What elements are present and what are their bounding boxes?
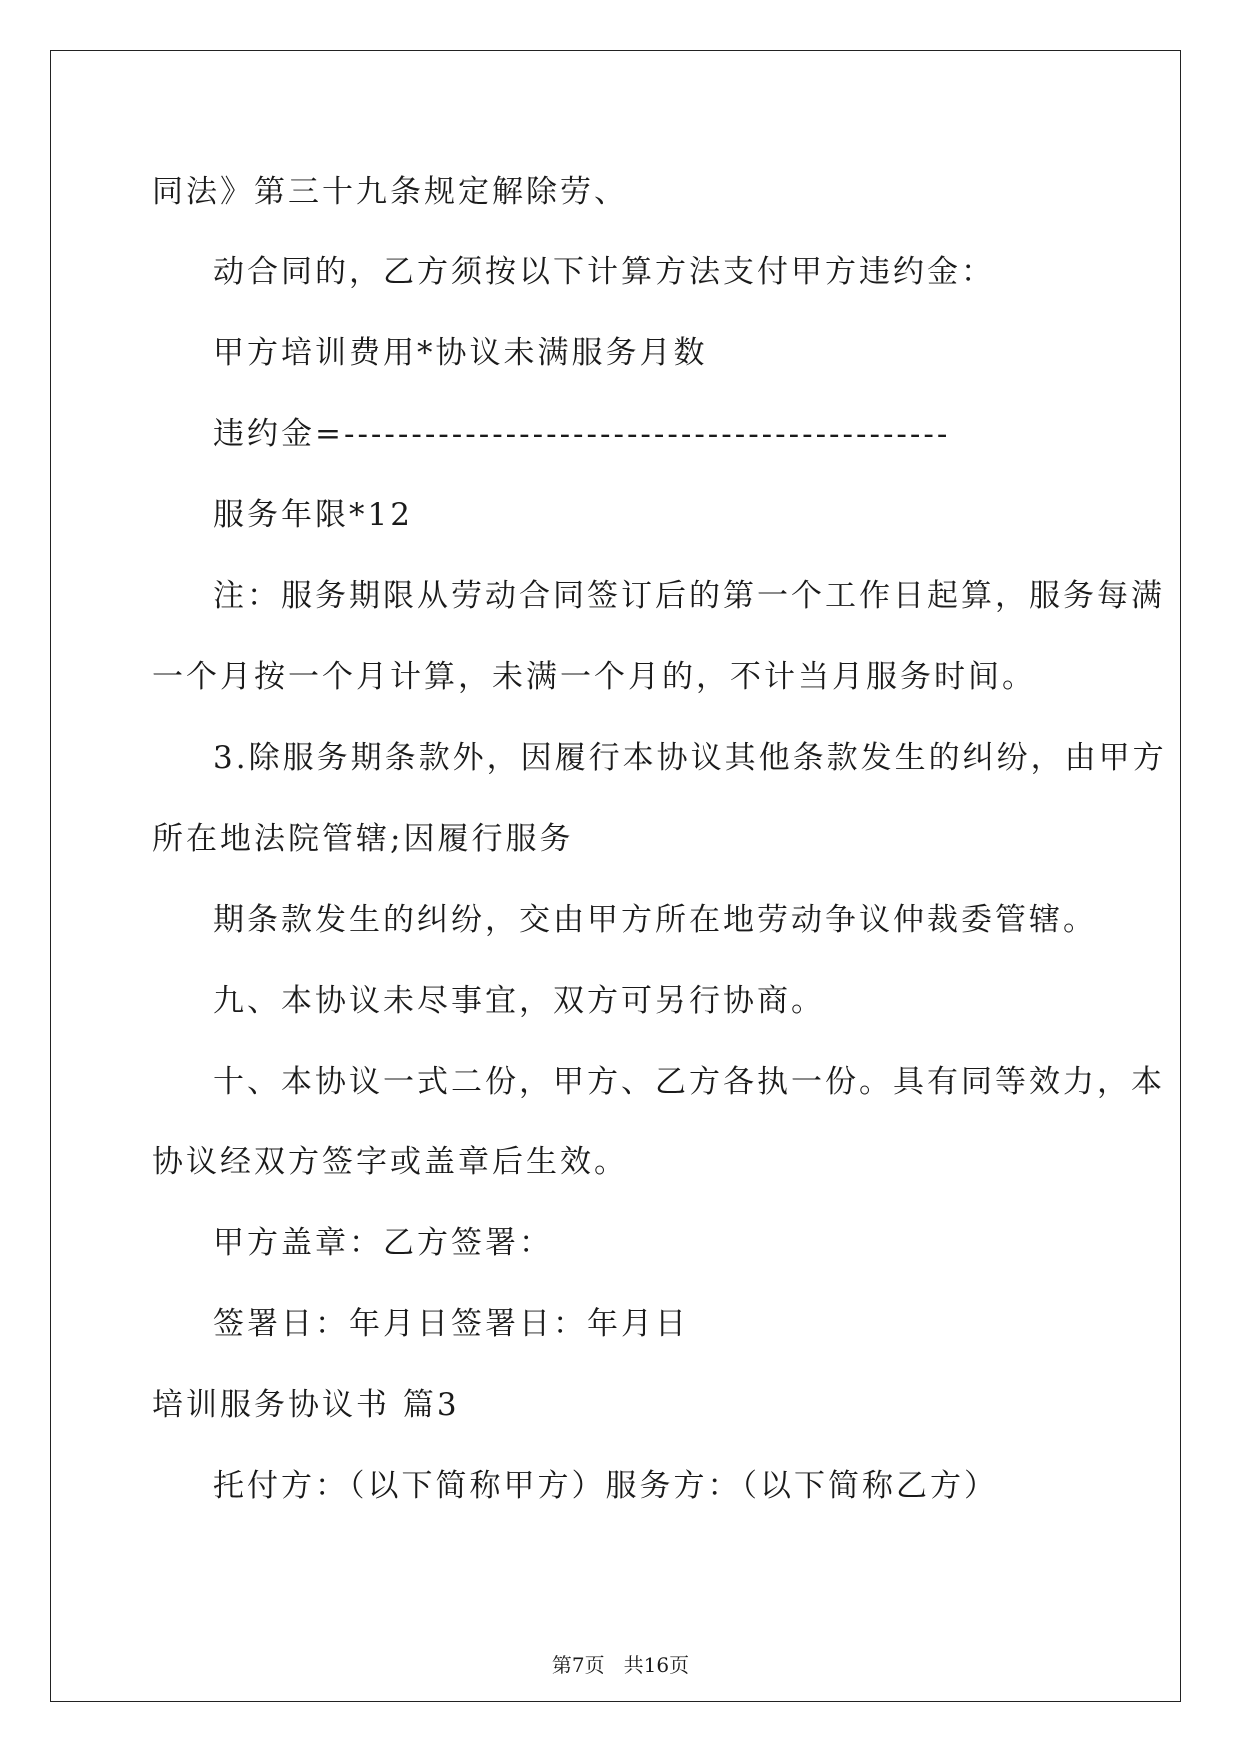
page-number-footer: 第7页 共16页 — [551, 1653, 690, 1677]
text-line: 一个月按一个月计算，未满一个月的，不计当月服务时间。 — [152, 659, 1036, 695]
text-line: 注：服务期限从劳动合同签订后的第一个工作日起算，服务每满 — [213, 578, 1165, 614]
section-heading: 培训服务协议书 篇3 — [152, 1387, 460, 1423]
text-line: 甲方培训费用*协议未满服务月数 — [213, 335, 708, 371]
text-line: 同法》第三十九条规定解除劳、 — [152, 174, 628, 210]
text-line: 3.除服务期条款外，因履行本协议其他条款发生的纠纷，由甲方 — [213, 740, 1167, 776]
text-line: 动合同的，乙方须按以下计算方法支付甲方违约金： — [213, 254, 995, 290]
text-line: 期条款发生的纠纷，交由甲方所在地劳动争议仲裁委管辖。 — [213, 902, 1097, 938]
text-line: 十、本协议一式二份，甲方、乙方各执一份。具有同等效力，本 — [213, 1064, 1165, 1100]
text-line: 服务年限*12 — [213, 497, 413, 533]
signature-line: 甲方盖章：乙方签署： — [213, 1225, 553, 1261]
page-frame — [50, 50, 1181, 1702]
text-line: 所在地法院管辖;因履行服务 — [152, 821, 574, 857]
text-line: 九、本协议未尽事宜，双方可另行协商。 — [213, 983, 825, 1019]
formula-line: 违约金=--------------------------------------------- — [213, 416, 951, 452]
text-line: 协议经双方签字或盖章后生效。 — [152, 1144, 628, 1180]
text-line: 托付方：（以下简称甲方）服务方：（以下简称乙方） — [213, 1468, 998, 1504]
date-line: 签署日：年月日签署日：年月日 — [213, 1306, 689, 1342]
